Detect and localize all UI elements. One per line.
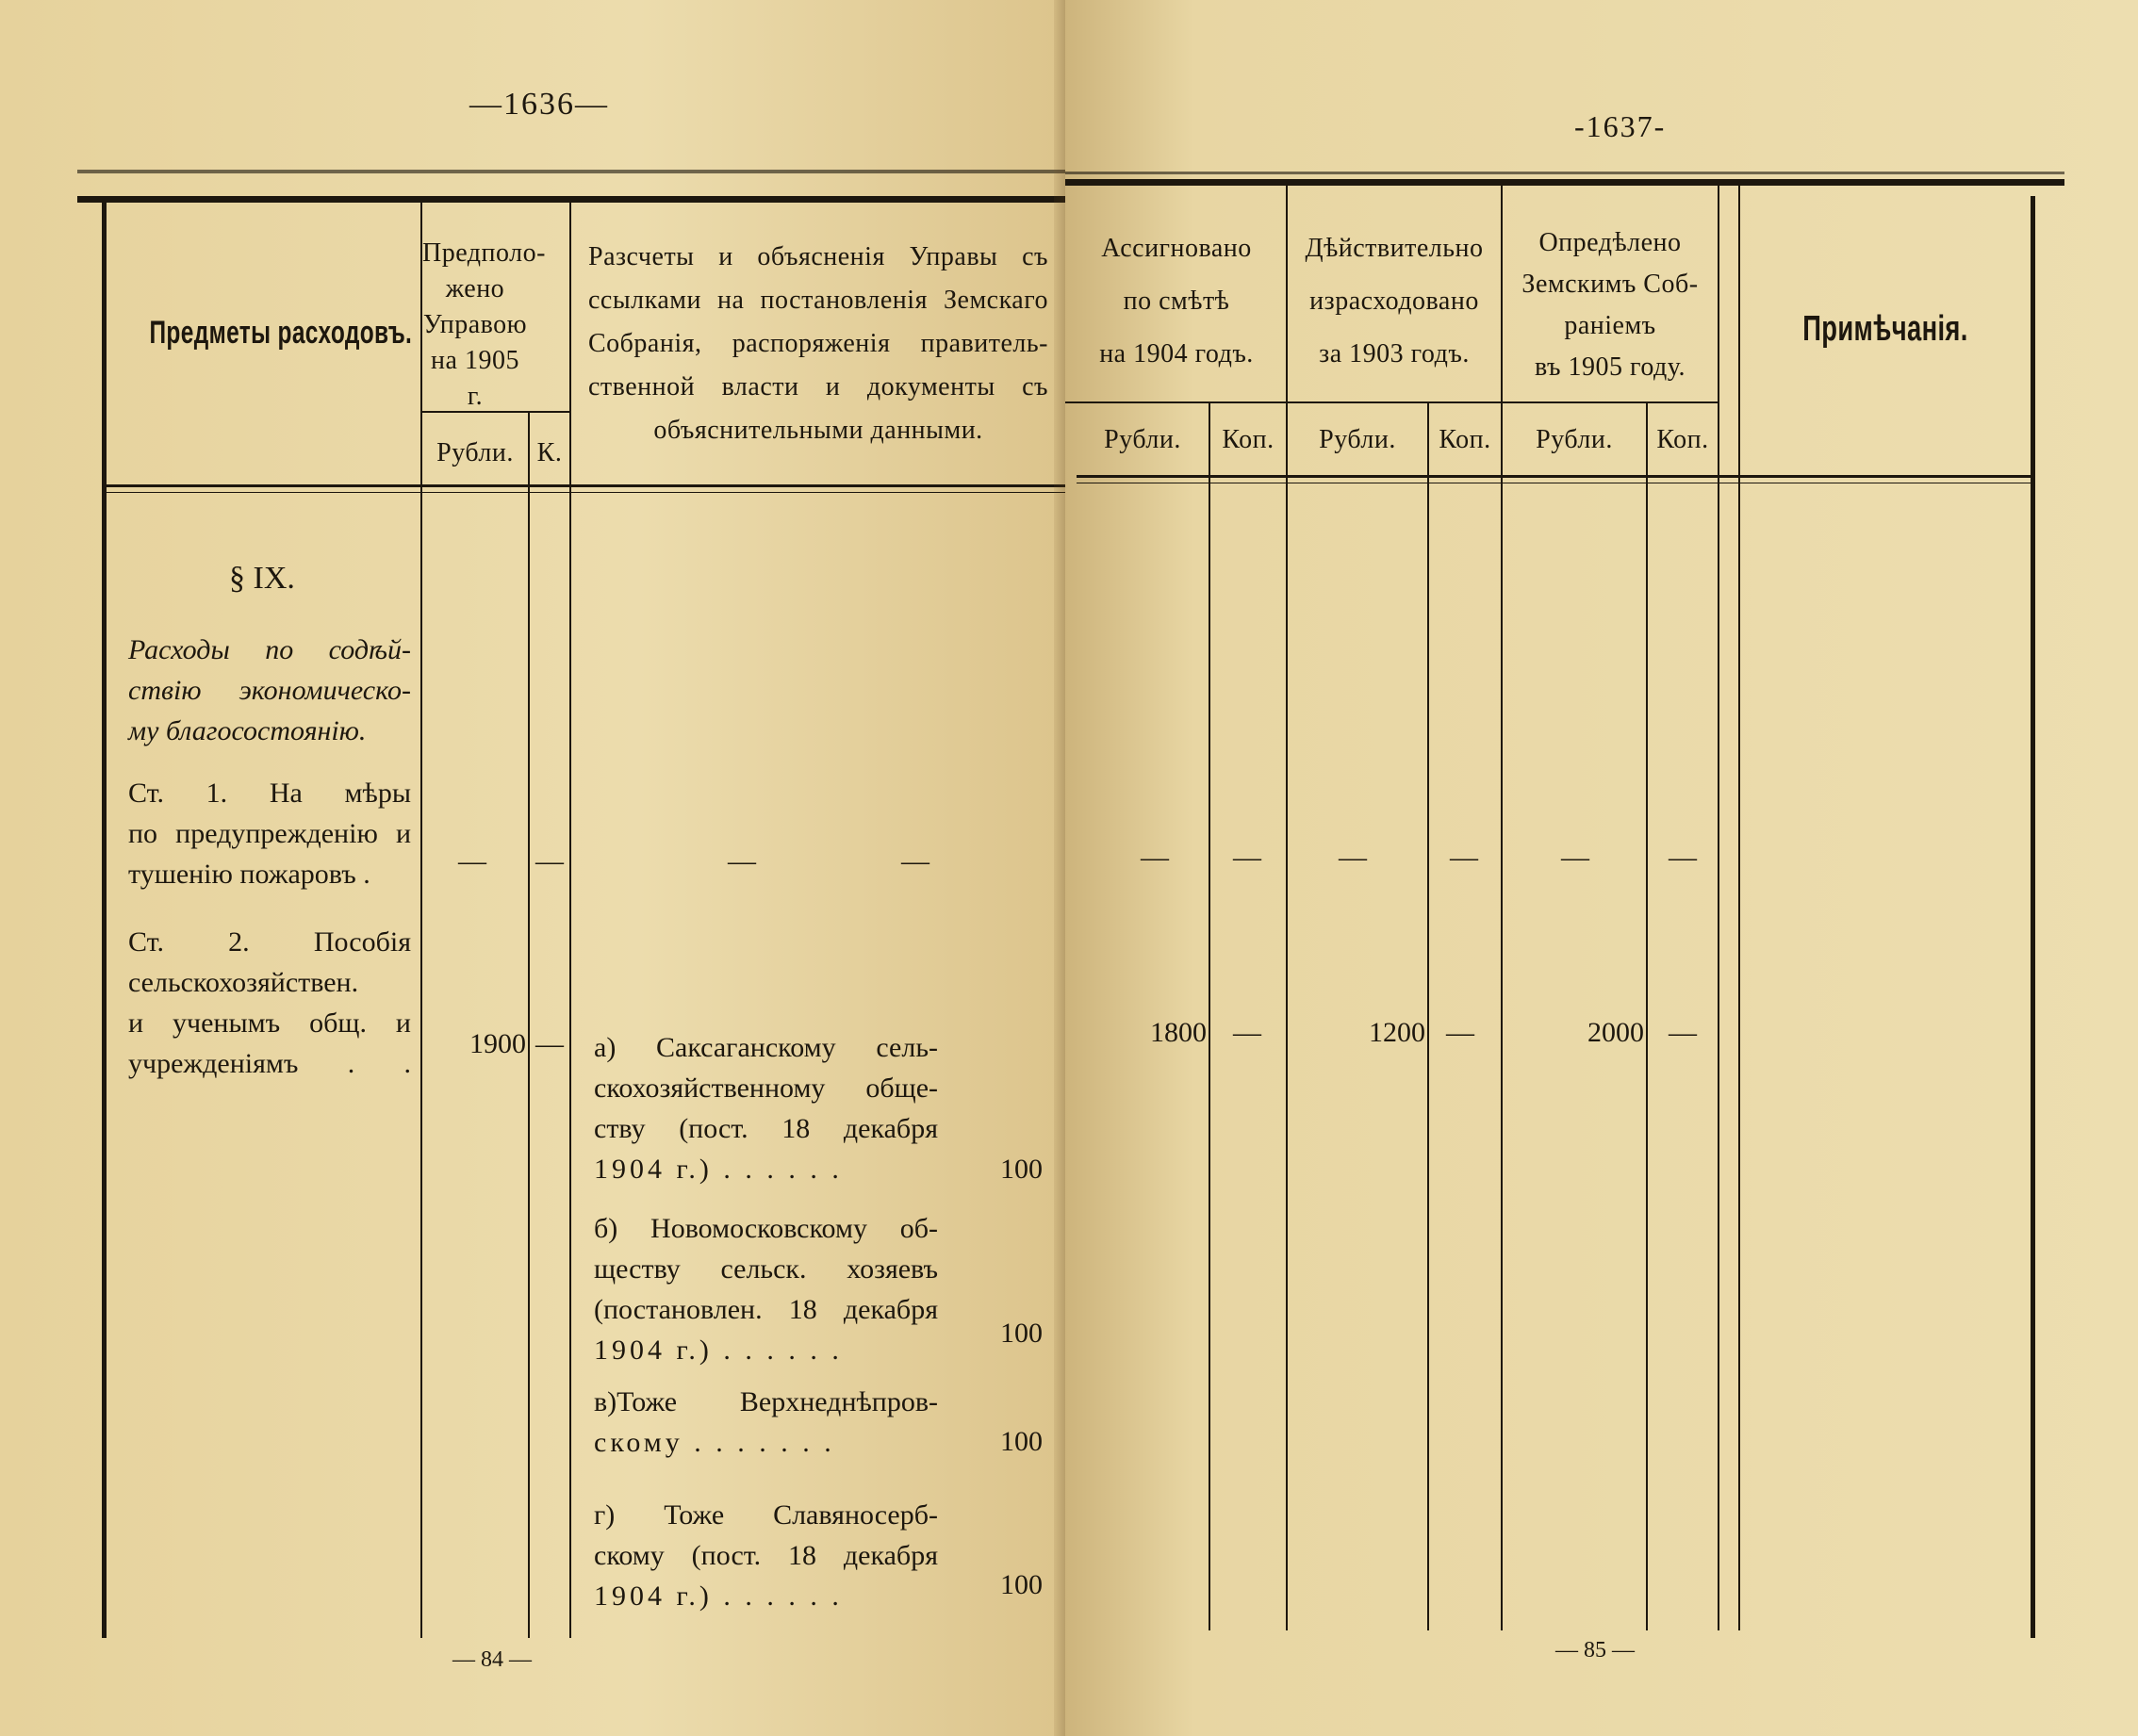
r-art1-v3: — (1339, 842, 1367, 873)
header-subjects: Предметы расходовъ. (149, 315, 413, 351)
col-rule-1 (420, 200, 422, 1638)
r-art1-v6: — (1669, 842, 1697, 873)
article-1: Ст. 1. На мѣры по предупрежденію и тушенію пожаровъ . (128, 778, 411, 890)
header-notes: Примѣчанія. (1802, 309, 1968, 349)
left-border (102, 200, 107, 1638)
entry-b-amount: 100 (1000, 1318, 1043, 1349)
header-bottom-rule-left-2 (102, 492, 1065, 493)
r-art2-spent-kop: — (1446, 1017, 1474, 1048)
sub-rubles-1: Рубли. (1104, 425, 1181, 454)
r-col-rule-3 (1427, 401, 1429, 1630)
sub-kop-2: Коп. (1439, 425, 1491, 454)
col-rule-2 (528, 411, 530, 1638)
page-number-right: -1637- (1574, 109, 1667, 143)
art2-rubles: 1900 (469, 1028, 526, 1059)
entry-g: г) Тоже Славяносерб- скому (пост. 18 декабря 1904 г.) . . . . . . (594, 1499, 938, 1612)
entry-g-amount: 100 (1000, 1569, 1043, 1600)
sub-rubles-2: Рубли. (1319, 425, 1396, 454)
art1-calc-dash-2: — (901, 845, 929, 876)
r-art2-determined-kop: — (1669, 1017, 1697, 1048)
header-kop-left: К. (536, 438, 563, 467)
left-page (0, 0, 1065, 1736)
page-footer-right: — 85 — (1555, 1638, 1635, 1662)
top-rule-thick (77, 196, 1065, 203)
article-2: Ст. 2. Пособія сельскохозяйствен. и ученымъ общ. и учрежденіямъ . . (128, 926, 411, 1079)
sub-rubles-3: Рубли. (1536, 425, 1613, 454)
top-rule-thin-right (1065, 172, 2064, 174)
top-rule-thick-right (1065, 179, 2064, 186)
section-number: § IX. (229, 561, 295, 596)
art1-kop-dash: — (535, 845, 564, 876)
r-art2-determined-rub: 2000 (1587, 1017, 1644, 1048)
section-title: Расходы по содѣй- ствію экономическо- му благосостоянію. (128, 634, 411, 746)
r-art2-assigned-kop: — (1233, 1017, 1261, 1048)
r-right-border (2031, 196, 2035, 1638)
r-sub-header-rule (1065, 401, 1718, 403)
sub-kop-3: Коп. (1656, 425, 1709, 454)
sub-kop-1: Коп. (1222, 425, 1275, 454)
header-rubles-left: Рубли. (436, 438, 514, 467)
top-rule-thin (77, 170, 1065, 173)
page-number-left: —1636— (469, 87, 609, 122)
right-page (1065, 0, 2138, 1736)
art1-calc-dash-1: — (728, 845, 756, 876)
entry-b: б) Новомосковскому об- ществу сельск. хозяевъ (постановлен. 18 декабря 1904 г.) . . . . . . (594, 1213, 938, 1366)
r-col-rule-7 (1738, 185, 1740, 1630)
r-art1-v1: — (1141, 842, 1169, 873)
entry-a: а) Саксаганскому сель- скохозяйственному обще- ству (пост. 18 декабря 1904 г.) . . . . . . (594, 1032, 938, 1185)
r-art2-assigned-rub: 1800 (1150, 1017, 1207, 1048)
col-rule-3 (569, 200, 571, 1638)
entry-v: в)Тоже Верхнеднѣпров- скому . . . . . . . (594, 1386, 938, 1458)
page-footer-left: — 84 — (452, 1647, 532, 1672)
header-determined: Опредѣлено Земскимъ Соб- раніемъ въ 1905 году. (1521, 228, 1699, 382)
header-bottom-rule-left (102, 484, 1065, 487)
r-art1-v5: — (1561, 842, 1589, 873)
entry-a-amount: 100 (1000, 1154, 1043, 1185)
r-header-bottom-rule (1077, 475, 2031, 478)
r-col-rule-1 (1209, 401, 1210, 1630)
art1-rub-dash: — (458, 845, 486, 876)
r-art1-v2: — (1233, 842, 1261, 873)
header-assigned: Ассигновано по смѣтѣ на 1904 годъ. (1099, 234, 1254, 368)
header-spent: Дѣйствительно израсходовано за 1903 годъ. (1305, 234, 1484, 368)
r-art2-spent-rub: 1200 (1369, 1017, 1425, 1048)
entry-v-amount: 100 (1000, 1426, 1043, 1457)
header-calculations: Разсчеты и объясненія Управы съ ссылками на постановленія Земскаго Собранія, распоряженія правитель- ственной власти и документы съ объяснительными данными. (588, 242, 1048, 445)
r-col-rule-6 (1718, 185, 1719, 1630)
header-proposed: Предполо- жено Управою на 1905 г. (422, 238, 546, 411)
r-col-rule-5 (1646, 401, 1648, 1630)
r-art1-v4: — (1450, 842, 1478, 873)
art2-kop: — (535, 1028, 564, 1059)
